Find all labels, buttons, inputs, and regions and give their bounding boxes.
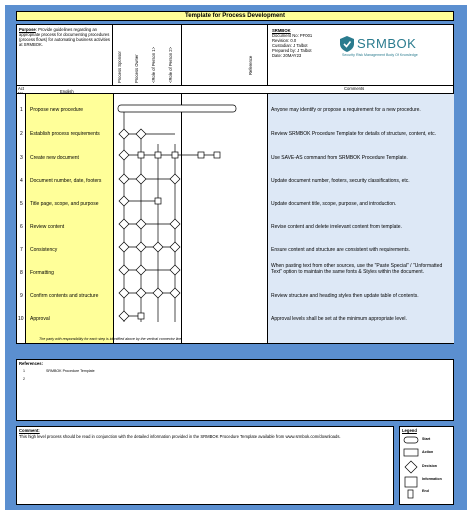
role-person-2: <Role of Person 2> bbox=[168, 46, 173, 83]
decision-shape bbox=[136, 242, 146, 252]
step-english: Review content bbox=[30, 224, 65, 230]
step-comment: Approval levels shall be set at the minimum appropriate level. bbox=[271, 316, 407, 322]
logo-tagline: Security Risk Management Body Of Knowledge bbox=[342, 53, 418, 57]
legend-action-icon bbox=[404, 449, 418, 456]
step-comment: Revise content and delete irrelevant content from template. bbox=[271, 224, 402, 230]
decision-shape bbox=[136, 174, 146, 184]
role-person-1: <Role of Person 1> bbox=[151, 46, 156, 83]
step-comment: When pasting text from other sources, use the "Paste Special" / "Unformatted Text" option to maintain the same fonts & Styles within the document. bbox=[271, 263, 443, 275]
step-number: 8 bbox=[20, 270, 23, 276]
doc-custodian: Custodian: J Talbot bbox=[272, 43, 308, 48]
legend-information-label: Information bbox=[422, 477, 442, 481]
info-shape bbox=[155, 198, 161, 204]
step-number: 7 bbox=[20, 247, 23, 253]
doc-revision: Revision: 0.0 bbox=[272, 38, 297, 43]
decision-shape bbox=[119, 311, 129, 321]
step-english: Establish process requirements bbox=[30, 131, 100, 137]
step-number: 5 bbox=[20, 201, 23, 207]
doc-prepared-by: Prepared by: J Talbot bbox=[272, 48, 312, 53]
purpose-label: Purpose bbox=[19, 27, 36, 32]
legend-start-icon bbox=[404, 437, 418, 443]
col-act-no: Act bbox=[18, 86, 25, 91]
comment-box bbox=[16, 426, 394, 505]
reference-item bbox=[23, 377, 45, 381]
legend-label: Legend bbox=[402, 428, 417, 433]
col-english: English bbox=[60, 89, 74, 94]
step-comment: Review SRMBOK Procedure Template for details of structure, content, etc. bbox=[271, 131, 436, 137]
legend-end-icon bbox=[408, 490, 413, 498]
legend-decision-label: Decision bbox=[422, 464, 437, 468]
decision-shape bbox=[170, 219, 180, 229]
reference-number: 2 bbox=[23, 377, 25, 381]
decision-shape bbox=[119, 129, 129, 139]
column-header-row bbox=[16, 86, 454, 94]
step-number: 3 bbox=[20, 155, 23, 161]
info-shape bbox=[138, 313, 144, 319]
reference-item bbox=[23, 369, 95, 373]
decision-shape bbox=[170, 288, 180, 298]
purpose-text: : Provide guidelines regarding an appropriate process for documenting procedures (process flows) for automating business activities at SRMBOK. bbox=[19, 27, 110, 47]
step-english: Create new document bbox=[30, 155, 79, 161]
decision-shape bbox=[136, 288, 146, 298]
role-process-owner: Process Owner bbox=[134, 54, 139, 83]
info-shape bbox=[214, 152, 220, 158]
decision-shape bbox=[119, 265, 129, 275]
page-title: Template for Process Development bbox=[16, 11, 454, 21]
legend-information-icon bbox=[405, 477, 417, 487]
info-shape bbox=[138, 152, 144, 158]
step-number: 1 bbox=[20, 107, 23, 113]
info-shape bbox=[172, 152, 178, 158]
reference-text: SRMBOK Procedure Template bbox=[46, 369, 95, 373]
step-comment: Review structure and heading styles then update table of contents. bbox=[271, 293, 419, 299]
references-label: References: bbox=[19, 361, 43, 366]
step-comment: Anyone may identify or propose a requirement for a new procedure. bbox=[271, 107, 421, 113]
step-number: 9 bbox=[20, 293, 23, 299]
reference-number: 1 bbox=[23, 369, 25, 373]
srmbok-logo bbox=[338, 34, 450, 64]
comment-label: Comment: bbox=[19, 428, 40, 433]
step-number: 10 bbox=[18, 316, 24, 322]
step-english: Title page, scope, and purpose bbox=[30, 201, 99, 207]
legend-box bbox=[399, 426, 454, 505]
decision-shape bbox=[136, 265, 146, 275]
decision-shape bbox=[170, 174, 180, 184]
doc-number: Document No: PF001 bbox=[272, 33, 313, 38]
decision-shape bbox=[119, 242, 129, 252]
step-english: Approval bbox=[30, 316, 50, 322]
info-shape bbox=[198, 152, 204, 158]
logo-text: SRMBOK bbox=[357, 36, 417, 51]
reference-header: Reference bbox=[248, 55, 253, 75]
legend-end-label: End bbox=[422, 489, 429, 493]
step-english: Propose new procedure bbox=[30, 107, 84, 113]
step-number: 4 bbox=[20, 178, 23, 184]
comment-text: This high level process should be read in conjunction with the detailed information provided in the SRMBOK Procedure Template available from www.srmbok.com/downloads. bbox=[19, 434, 341, 439]
step-comment: Update document title, scope, purpose, and introduction. bbox=[271, 201, 397, 207]
start-shape bbox=[118, 105, 236, 112]
document-info bbox=[272, 28, 332, 58]
doc-name: SRMBOK bbox=[272, 28, 291, 33]
legend-shapes bbox=[402, 435, 420, 505]
step-comment: Ensure content and structure are consistent with requirements. bbox=[271, 247, 410, 253]
reference-separator bbox=[267, 25, 268, 85]
references-box bbox=[16, 359, 454, 421]
decision-shape bbox=[136, 129, 146, 139]
decision-shape bbox=[153, 288, 163, 298]
decision-shape bbox=[170, 265, 180, 275]
decision-shape bbox=[119, 174, 129, 184]
legend-decision-icon bbox=[405, 461, 417, 473]
shield-icon bbox=[340, 36, 354, 52]
step-number: 6 bbox=[20, 224, 23, 230]
step-english: Confirm contents and structure bbox=[30, 293, 99, 299]
decision-shape bbox=[119, 196, 129, 206]
col-comments: Comments bbox=[344, 86, 365, 91]
step-english: Consistency bbox=[30, 247, 58, 253]
step-english: Document number, date, footers bbox=[30, 178, 102, 184]
decision-shape bbox=[136, 219, 146, 229]
step-english: Formatting bbox=[30, 270, 54, 276]
decision-shape bbox=[153, 242, 163, 252]
role-headers bbox=[114, 25, 182, 85]
process-flowchart bbox=[114, 94, 284, 334]
purpose-box bbox=[17, 25, 113, 85]
step-number: 2 bbox=[20, 131, 23, 137]
legend-action-label: Action bbox=[422, 450, 434, 454]
doc-date: Date: 20MAY23 bbox=[272, 53, 302, 58]
step-comment: Use SAVE-AS command from SRMBOK Procedure Template. bbox=[271, 155, 408, 161]
decision-shape bbox=[119, 150, 129, 160]
decision-shape bbox=[119, 288, 129, 298]
role-process-sponsor: Process Sponsor bbox=[117, 51, 122, 83]
step-table bbox=[16, 94, 454, 344]
decision-shape bbox=[119, 219, 129, 229]
role-separator bbox=[181, 25, 182, 85]
footnote: The party with responsibility for each step is identified above by the vertical connector line. bbox=[39, 337, 183, 341]
legend-start-label: Start bbox=[422, 437, 431, 441]
decision-shape bbox=[170, 242, 180, 252]
info-shape bbox=[155, 152, 161, 158]
step-comment: Update document number, footers, security classifications, etc. bbox=[271, 178, 410, 184]
